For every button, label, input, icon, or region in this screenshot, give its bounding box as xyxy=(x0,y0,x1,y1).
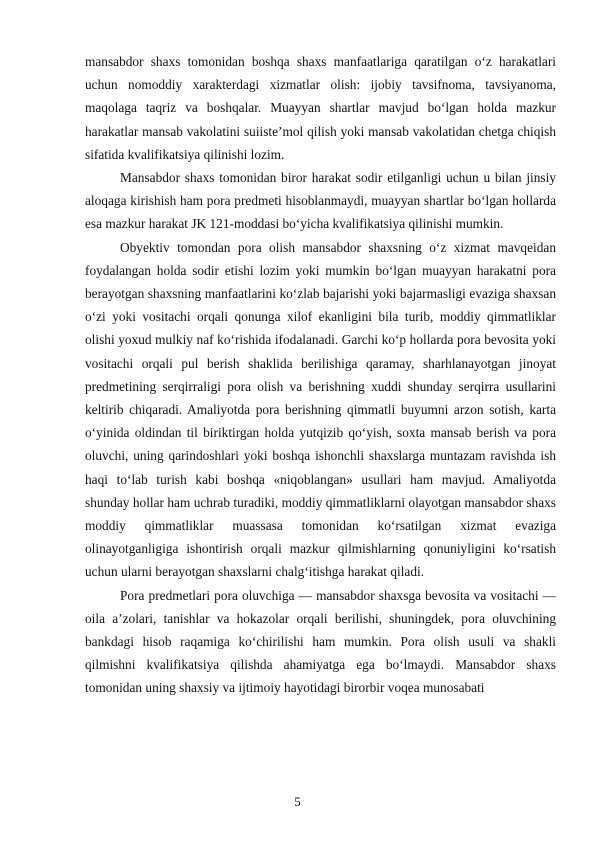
paragraph-3: Obyektiv tomondan pora olish mansabdor shaxsning o‘z xizmat mavqeidan foydalangan holda sodir etishi lozim yoki mumkin bo‘lgan muayyan harakatni pora berayotgan shaxsning manfaatlarini ko‘zlab bajarishi yoki bajarmasligi evaziga shaxsan o‘zi yoki vositachi orqali qonunga xilof ekanligini bila turib, moddiy qimmatliklar olishi yoxud mulkiy naf ko‘rishida ifodalanadi. Garchi ko‘p hollarda pora bevosita yoki vositachi orqali pul berish shaklida berilishiga qaramay, sharhlanayotgan jinoyat predmetining serqirraligi pora olish va berishning xuddi shunday serqirra usullarini keltirib chiqaradi. Amaliyotda pora berishning qimmatli buyumni arzon sotish, karta o‘yinida oldindan til biriktirgan holda yutqizib qo‘yish, soxta mansab berish va pora oluvchi, uning qarindoshlari yoki boshqa ishonchli shaxslarga muntazam ravishda ish haqi to‘lab turish kabi boshqa «niqoblangan» usullari ham mavjud. Amaliyotda shunday hollar ham uchrab turadiki, moddiy qimmatliklarni olayotgan mansabdor shaxs moddiy qimmatliklar muassasa tomonidan ko‘rsatilgan xizmat evaziga olinayotganligiga ishontirish orqali mazkur qilmishlarning qonuniyligini ko‘rsatish uchun ularni berayotgan shaxslarni chalg‘itishga harakat qiladi. xyxy=(85,239,556,580)
paragraph-1: mansabdor shaxs tomonidan boshqa shaxs manfaatlariga qaratilgan o‘z harakatlari uchun nomoddiy xarakterdagi xizmatlar olish: ijobiy tavsifnoma, tavsiyanoma, maqolaga taqriz va boshqalar. Muayyan shartlar mavjud bo‘lgan holda mazkur harakatlar mansab vakolatini suiiste’mol qilish yoki mansab vakolatidan chetga chiqish sifatida kvalifikatsiya qilinishi lozim. xyxy=(85,54,556,162)
paragraph-4: Pora predmetlari pora oluvchiga — mansabdor shaxsga bevosita va vositachi — oila a’zolari, tanishlar va hokazolar orqali berilishi, shuningdek, pora oluvchining bankdagi hisob raqamiga ko‘chirilishi ham mumkin. Pora olish usuli va shakli qilmishni kvalifikatsiya qilishda ahamiyatga ega bo‘lmaydi. Mansabdor shaxs tomonidan uning shaxsiy va ijtimoiy hayotidagi birorbir voqea munosabati xyxy=(85,587,556,696)
body-text xyxy=(85,50,556,700)
paragraph-2: Mansabdor shaxs tomonidan biror harakat sodir etilganligi uchun u bilan jinsiy aloqaga kirishish ham pora predmeti hisoblanmaydi, muayyan shartlar bo‘lgan hollarda esa mazkur harakat JK 121-moddasi bo‘yicha kvalifikatsiya qilinishi mumkin. xyxy=(85,170,556,232)
page-number: 5 xyxy=(294,794,301,809)
